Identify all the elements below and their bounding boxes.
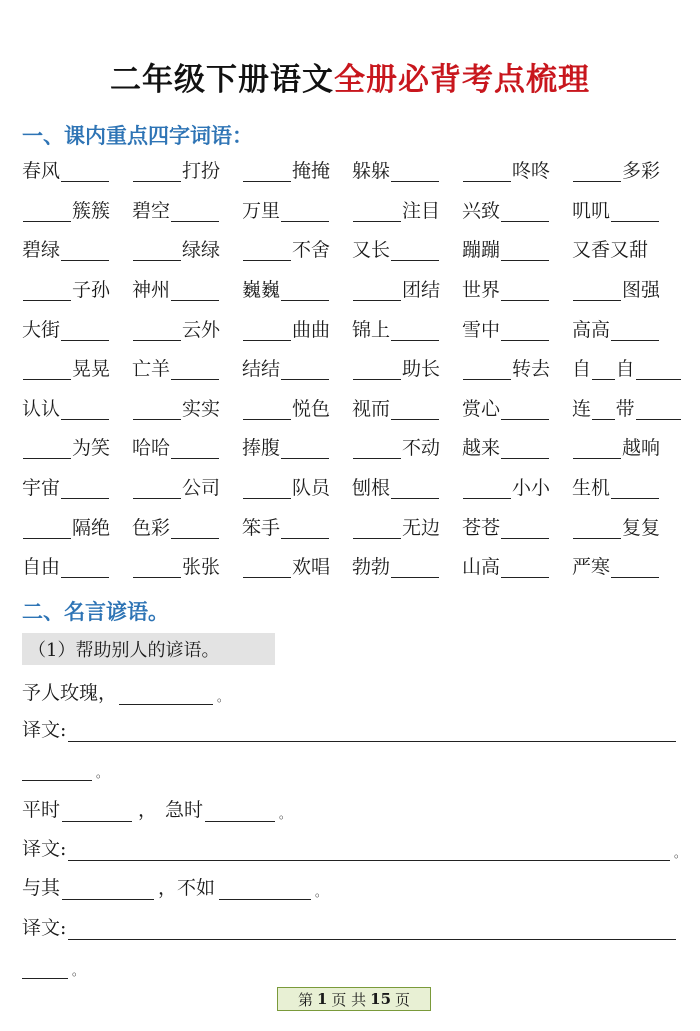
word-text: 苍苍 bbox=[462, 516, 501, 539]
word-blank[interactable] bbox=[61, 399, 109, 420]
word-blank[interactable] bbox=[23, 280, 71, 301]
word-item bbox=[462, 508, 572, 548]
proverb-text: 平时 bbox=[22, 799, 61, 821]
translation-line-3 bbox=[22, 914, 678, 940]
translation-label: 译文: bbox=[22, 917, 67, 939]
word-item bbox=[462, 429, 572, 469]
title-part-black: 二年级下册语文 bbox=[110, 62, 334, 98]
period-mark: 。 bbox=[72, 964, 85, 978]
section-heading-words: 一、课内重点四字词语： bbox=[22, 124, 253, 148]
word-item bbox=[462, 390, 572, 430]
word-blank[interactable] bbox=[23, 438, 71, 459]
word-item bbox=[352, 548, 462, 588]
word-item bbox=[242, 231, 352, 271]
word-blank[interactable] bbox=[592, 399, 615, 420]
word-text: 绿绿 bbox=[182, 239, 221, 262]
word-text: 掩掩 bbox=[292, 160, 331, 183]
word-text: 色彩 bbox=[132, 516, 171, 539]
word-blank[interactable] bbox=[501, 280, 549, 301]
word-item bbox=[22, 548, 132, 588]
word-item bbox=[242, 469, 352, 509]
word-item bbox=[132, 192, 242, 232]
word-text: 勃勃 bbox=[352, 556, 391, 579]
footer-suffix: 页 bbox=[395, 990, 411, 1009]
translation-line-3b bbox=[22, 953, 84, 979]
word-blank[interactable] bbox=[463, 359, 511, 380]
word-grid bbox=[22, 152, 682, 588]
word-blank[interactable] bbox=[501, 557, 549, 578]
word-blank[interactable] bbox=[501, 438, 549, 459]
word-item bbox=[462, 469, 572, 509]
word-text: 又香又甜 bbox=[572, 239, 649, 262]
word-item bbox=[352, 192, 462, 232]
word-item bbox=[572, 310, 682, 350]
word-item bbox=[132, 469, 242, 509]
word-text: 刨根 bbox=[352, 477, 391, 500]
word-blank[interactable] bbox=[611, 320, 659, 341]
word-blank[interactable] bbox=[243, 161, 291, 182]
word-item bbox=[242, 192, 352, 232]
word-blank[interactable] bbox=[23, 201, 71, 222]
word-text: 躲躲 bbox=[352, 160, 391, 183]
word-item bbox=[22, 469, 132, 509]
word-blank[interactable] bbox=[23, 518, 71, 539]
answer-blank[interactable] bbox=[68, 917, 676, 940]
word-text: 严寒 bbox=[572, 556, 611, 579]
word-item bbox=[242, 429, 352, 469]
word-item bbox=[462, 271, 572, 311]
answer-blank[interactable] bbox=[219, 877, 311, 900]
word-item bbox=[572, 350, 682, 390]
word-text: 隔绝 bbox=[72, 516, 111, 539]
word-blank[interactable] bbox=[573, 518, 621, 539]
word-text: 认认 bbox=[22, 397, 61, 420]
word-text: 蹦蹦 bbox=[462, 239, 501, 262]
proverb-text: ，不如 bbox=[158, 877, 216, 899]
word-text: 复复 bbox=[622, 516, 661, 539]
word-text: 连 bbox=[572, 397, 592, 420]
word-blank[interactable] bbox=[133, 320, 181, 341]
word-text: 簇簇 bbox=[72, 199, 111, 222]
word-blank[interactable] bbox=[133, 557, 181, 578]
word-text: 为笑 bbox=[72, 437, 111, 460]
word-text: 赏心 bbox=[462, 397, 501, 420]
word-blank[interactable] bbox=[636, 399, 681, 420]
word-item bbox=[352, 231, 462, 271]
word-text: 不舍 bbox=[292, 239, 331, 262]
word-item bbox=[242, 152, 352, 192]
word-blank[interactable] bbox=[501, 518, 549, 539]
word-blank[interactable] bbox=[171, 359, 219, 380]
word-item bbox=[22, 350, 132, 390]
word-item bbox=[22, 508, 132, 548]
proverb-text: 与其 bbox=[22, 877, 61, 899]
footer-prefix: 第 bbox=[297, 990, 313, 1009]
word-blank[interactable] bbox=[501, 399, 549, 420]
word-blank[interactable] bbox=[171, 518, 219, 539]
word-text: 实实 bbox=[182, 397, 221, 420]
word-blank[interactable] bbox=[61, 478, 109, 499]
word-text: 张张 bbox=[182, 556, 221, 579]
word-item bbox=[352, 469, 462, 509]
word-blank[interactable] bbox=[501, 240, 549, 261]
word-item bbox=[242, 271, 352, 311]
proverb-text: 急时 bbox=[165, 799, 204, 821]
word-text: 打扮 bbox=[182, 160, 221, 183]
proverb-line-2 bbox=[22, 796, 291, 822]
word-blank[interactable] bbox=[243, 557, 291, 578]
answer-blank[interactable] bbox=[62, 799, 132, 822]
word-text: 子孙 bbox=[72, 279, 111, 302]
word-item bbox=[132, 350, 242, 390]
word-blank[interactable] bbox=[171, 201, 219, 222]
period-mark: 。 bbox=[96, 766, 109, 780]
translation-label: 译文: bbox=[22, 838, 67, 860]
word-item bbox=[242, 350, 352, 390]
word-blank[interactable] bbox=[281, 518, 329, 539]
word-blank[interactable] bbox=[353, 518, 401, 539]
word-item bbox=[242, 508, 352, 548]
word-text: 春风 bbox=[22, 160, 61, 183]
word-text: 小小 bbox=[512, 477, 551, 500]
word-blank[interactable] bbox=[391, 557, 439, 578]
word-blank[interactable] bbox=[353, 201, 401, 222]
word-item bbox=[462, 152, 572, 192]
word-text: 碧空 bbox=[132, 199, 171, 222]
word-text: 带 bbox=[615, 397, 635, 420]
word-item bbox=[132, 548, 242, 588]
answer-blank[interactable] bbox=[119, 682, 213, 705]
word-blank[interactable] bbox=[463, 161, 511, 182]
word-text: 雪中 bbox=[462, 318, 501, 341]
word-item bbox=[572, 390, 682, 430]
period-mark: 。 bbox=[673, 846, 686, 860]
word-text: 无边 bbox=[402, 516, 441, 539]
word-blank[interactable] bbox=[133, 240, 181, 261]
page-title bbox=[0, 54, 700, 99]
word-item bbox=[462, 350, 572, 390]
word-item bbox=[132, 231, 242, 271]
word-blank[interactable] bbox=[611, 557, 659, 578]
word-blank[interactable] bbox=[573, 280, 621, 301]
word-blank[interactable] bbox=[133, 399, 181, 420]
word-blank[interactable] bbox=[636, 359, 681, 380]
period-mark: 。 bbox=[315, 885, 328, 899]
answer-blank[interactable] bbox=[22, 956, 68, 979]
proverb-text: 予人玫瑰， bbox=[22, 682, 118, 704]
translation-line-2 bbox=[22, 835, 686, 861]
word-item bbox=[352, 310, 462, 350]
word-blank[interactable] bbox=[501, 320, 549, 341]
word-blank[interactable] bbox=[133, 478, 181, 499]
footer-middle: 页 共 bbox=[331, 990, 367, 1009]
word-text: 多彩 bbox=[622, 160, 661, 183]
word-blank[interactable] bbox=[61, 161, 109, 182]
word-text: 山高 bbox=[462, 556, 501, 579]
word-blank[interactable] bbox=[573, 438, 621, 459]
word-item bbox=[22, 192, 132, 232]
word-item bbox=[132, 508, 242, 548]
word-blank[interactable] bbox=[573, 161, 621, 182]
word-text: 笨手 bbox=[242, 516, 281, 539]
word-text: 亡羊 bbox=[132, 358, 171, 381]
word-text: 又长 bbox=[352, 239, 391, 262]
word-item bbox=[572, 192, 682, 232]
word-text: 公司 bbox=[182, 477, 221, 500]
word-blank[interactable] bbox=[281, 280, 329, 301]
word-item bbox=[572, 508, 682, 548]
word-blank[interactable] bbox=[23, 359, 71, 380]
word-blank[interactable] bbox=[391, 399, 439, 420]
word-item bbox=[462, 548, 572, 588]
word-text: 兴致 bbox=[462, 199, 501, 222]
word-item bbox=[462, 192, 572, 232]
word-text: 自由 bbox=[22, 556, 61, 579]
word-item bbox=[22, 390, 132, 430]
word-blank[interactable] bbox=[391, 320, 439, 341]
answer-blank[interactable] bbox=[22, 758, 92, 781]
word-blank[interactable] bbox=[133, 161, 181, 182]
word-item bbox=[572, 271, 682, 311]
word-text: 队员 bbox=[292, 477, 331, 500]
word-text: 自 bbox=[615, 358, 635, 381]
word-blank[interactable] bbox=[171, 438, 219, 459]
word-blank[interactable] bbox=[243, 478, 291, 499]
word-item bbox=[242, 548, 352, 588]
translation-label: 译文: bbox=[22, 719, 67, 741]
word-blank[interactable] bbox=[611, 478, 659, 499]
word-text: 图强 bbox=[622, 279, 661, 302]
word-item bbox=[22, 429, 132, 469]
word-blank[interactable] bbox=[243, 240, 291, 261]
word-blank[interactable] bbox=[391, 161, 439, 182]
word-text: 咚咚 bbox=[512, 160, 551, 183]
word-item bbox=[242, 310, 352, 350]
total-pages: 15 bbox=[370, 990, 392, 1008]
word-text: 自 bbox=[572, 358, 592, 381]
word-item bbox=[22, 152, 132, 192]
word-text: 巍巍 bbox=[242, 279, 281, 302]
word-blank[interactable] bbox=[61, 557, 109, 578]
current-page-number: 1 bbox=[316, 990, 328, 1008]
word-text: 万里 bbox=[242, 199, 281, 222]
word-text: 生机 bbox=[572, 477, 611, 500]
word-item bbox=[572, 152, 682, 192]
page-footer bbox=[277, 987, 431, 1011]
word-item bbox=[22, 271, 132, 311]
answer-blank[interactable] bbox=[68, 838, 670, 861]
word-blank[interactable] bbox=[61, 320, 109, 341]
word-blank[interactable] bbox=[61, 240, 109, 261]
word-text: 转去 bbox=[512, 358, 551, 381]
word-item bbox=[572, 548, 682, 588]
word-item bbox=[352, 429, 462, 469]
word-blank[interactable] bbox=[592, 359, 615, 380]
word-blank[interactable] bbox=[353, 280, 401, 301]
word-text: 越响 bbox=[622, 437, 661, 460]
word-item bbox=[132, 152, 242, 192]
word-text: 注目 bbox=[402, 199, 441, 222]
answer-blank[interactable] bbox=[62, 877, 154, 900]
word-text: 高高 bbox=[572, 318, 611, 341]
title-part-red: 全册必背考点梳理 bbox=[334, 62, 590, 98]
word-blank[interactable] bbox=[243, 399, 291, 420]
word-item bbox=[242, 390, 352, 430]
word-text: 欢唱 bbox=[292, 556, 331, 579]
word-item bbox=[352, 152, 462, 192]
answer-blank[interactable] bbox=[68, 719, 676, 742]
word-text: 捧腹 bbox=[242, 437, 281, 460]
word-text: 叽叽 bbox=[572, 199, 611, 222]
word-item bbox=[572, 429, 682, 469]
word-text: 悦色 bbox=[292, 397, 331, 420]
word-text: 助长 bbox=[402, 358, 441, 381]
proverb-line-1 bbox=[22, 679, 229, 705]
word-item bbox=[132, 390, 242, 430]
word-item bbox=[352, 508, 462, 548]
word-text: 碧绿 bbox=[22, 239, 61, 262]
translation-line-1b bbox=[22, 755, 108, 781]
section-heading-proverbs: 二、名言谚语。 bbox=[22, 600, 169, 624]
word-item bbox=[572, 469, 682, 509]
word-blank[interactable] bbox=[243, 320, 291, 341]
word-text: 结结 bbox=[242, 358, 281, 381]
answer-blank[interactable] bbox=[205, 799, 275, 822]
word-blank[interactable] bbox=[171, 280, 219, 301]
word-blank[interactable] bbox=[463, 478, 511, 499]
word-text: 越来 bbox=[462, 437, 501, 460]
word-text: 大街 bbox=[22, 318, 61, 341]
word-item bbox=[132, 271, 242, 311]
word-blank[interactable] bbox=[281, 359, 329, 380]
word-blank[interactable] bbox=[391, 240, 439, 261]
word-text: 神州 bbox=[132, 279, 171, 302]
word-blank[interactable] bbox=[353, 438, 401, 459]
word-text: 团结 bbox=[402, 279, 441, 302]
word-item bbox=[132, 310, 242, 350]
word-blank[interactable] bbox=[501, 201, 549, 222]
word-text: 不动 bbox=[402, 437, 441, 460]
word-text: 宇宙 bbox=[22, 477, 61, 500]
word-text: 锦上 bbox=[352, 318, 391, 341]
word-item bbox=[352, 350, 462, 390]
proverb-line-3 bbox=[22, 874, 327, 900]
word-text: 世界 bbox=[462, 279, 501, 302]
word-item bbox=[572, 231, 682, 271]
word-text: 云外 bbox=[182, 318, 221, 341]
word-blank[interactable] bbox=[611, 201, 659, 222]
translation-line-1 bbox=[22, 716, 678, 742]
word-item bbox=[132, 429, 242, 469]
word-item bbox=[22, 231, 132, 271]
word-item bbox=[462, 231, 572, 271]
word-item bbox=[352, 390, 462, 430]
word-blank[interactable] bbox=[281, 438, 329, 459]
word-item bbox=[462, 310, 572, 350]
word-blank[interactable] bbox=[391, 478, 439, 499]
word-text: 哈哈 bbox=[132, 437, 171, 460]
word-text: 视而 bbox=[352, 397, 391, 420]
word-blank[interactable] bbox=[281, 201, 329, 222]
subsection-label: （1）帮助别人的谚语。 bbox=[22, 633, 275, 665]
period-mark: 。 bbox=[217, 690, 230, 704]
word-text: 曲曲 bbox=[292, 318, 331, 341]
period-mark: 。 bbox=[279, 807, 292, 821]
word-text: 晃晃 bbox=[72, 358, 111, 381]
word-blank[interactable] bbox=[353, 359, 401, 380]
word-item bbox=[22, 310, 132, 350]
comma-mark: ， bbox=[138, 799, 158, 821]
word-item bbox=[352, 271, 462, 311]
